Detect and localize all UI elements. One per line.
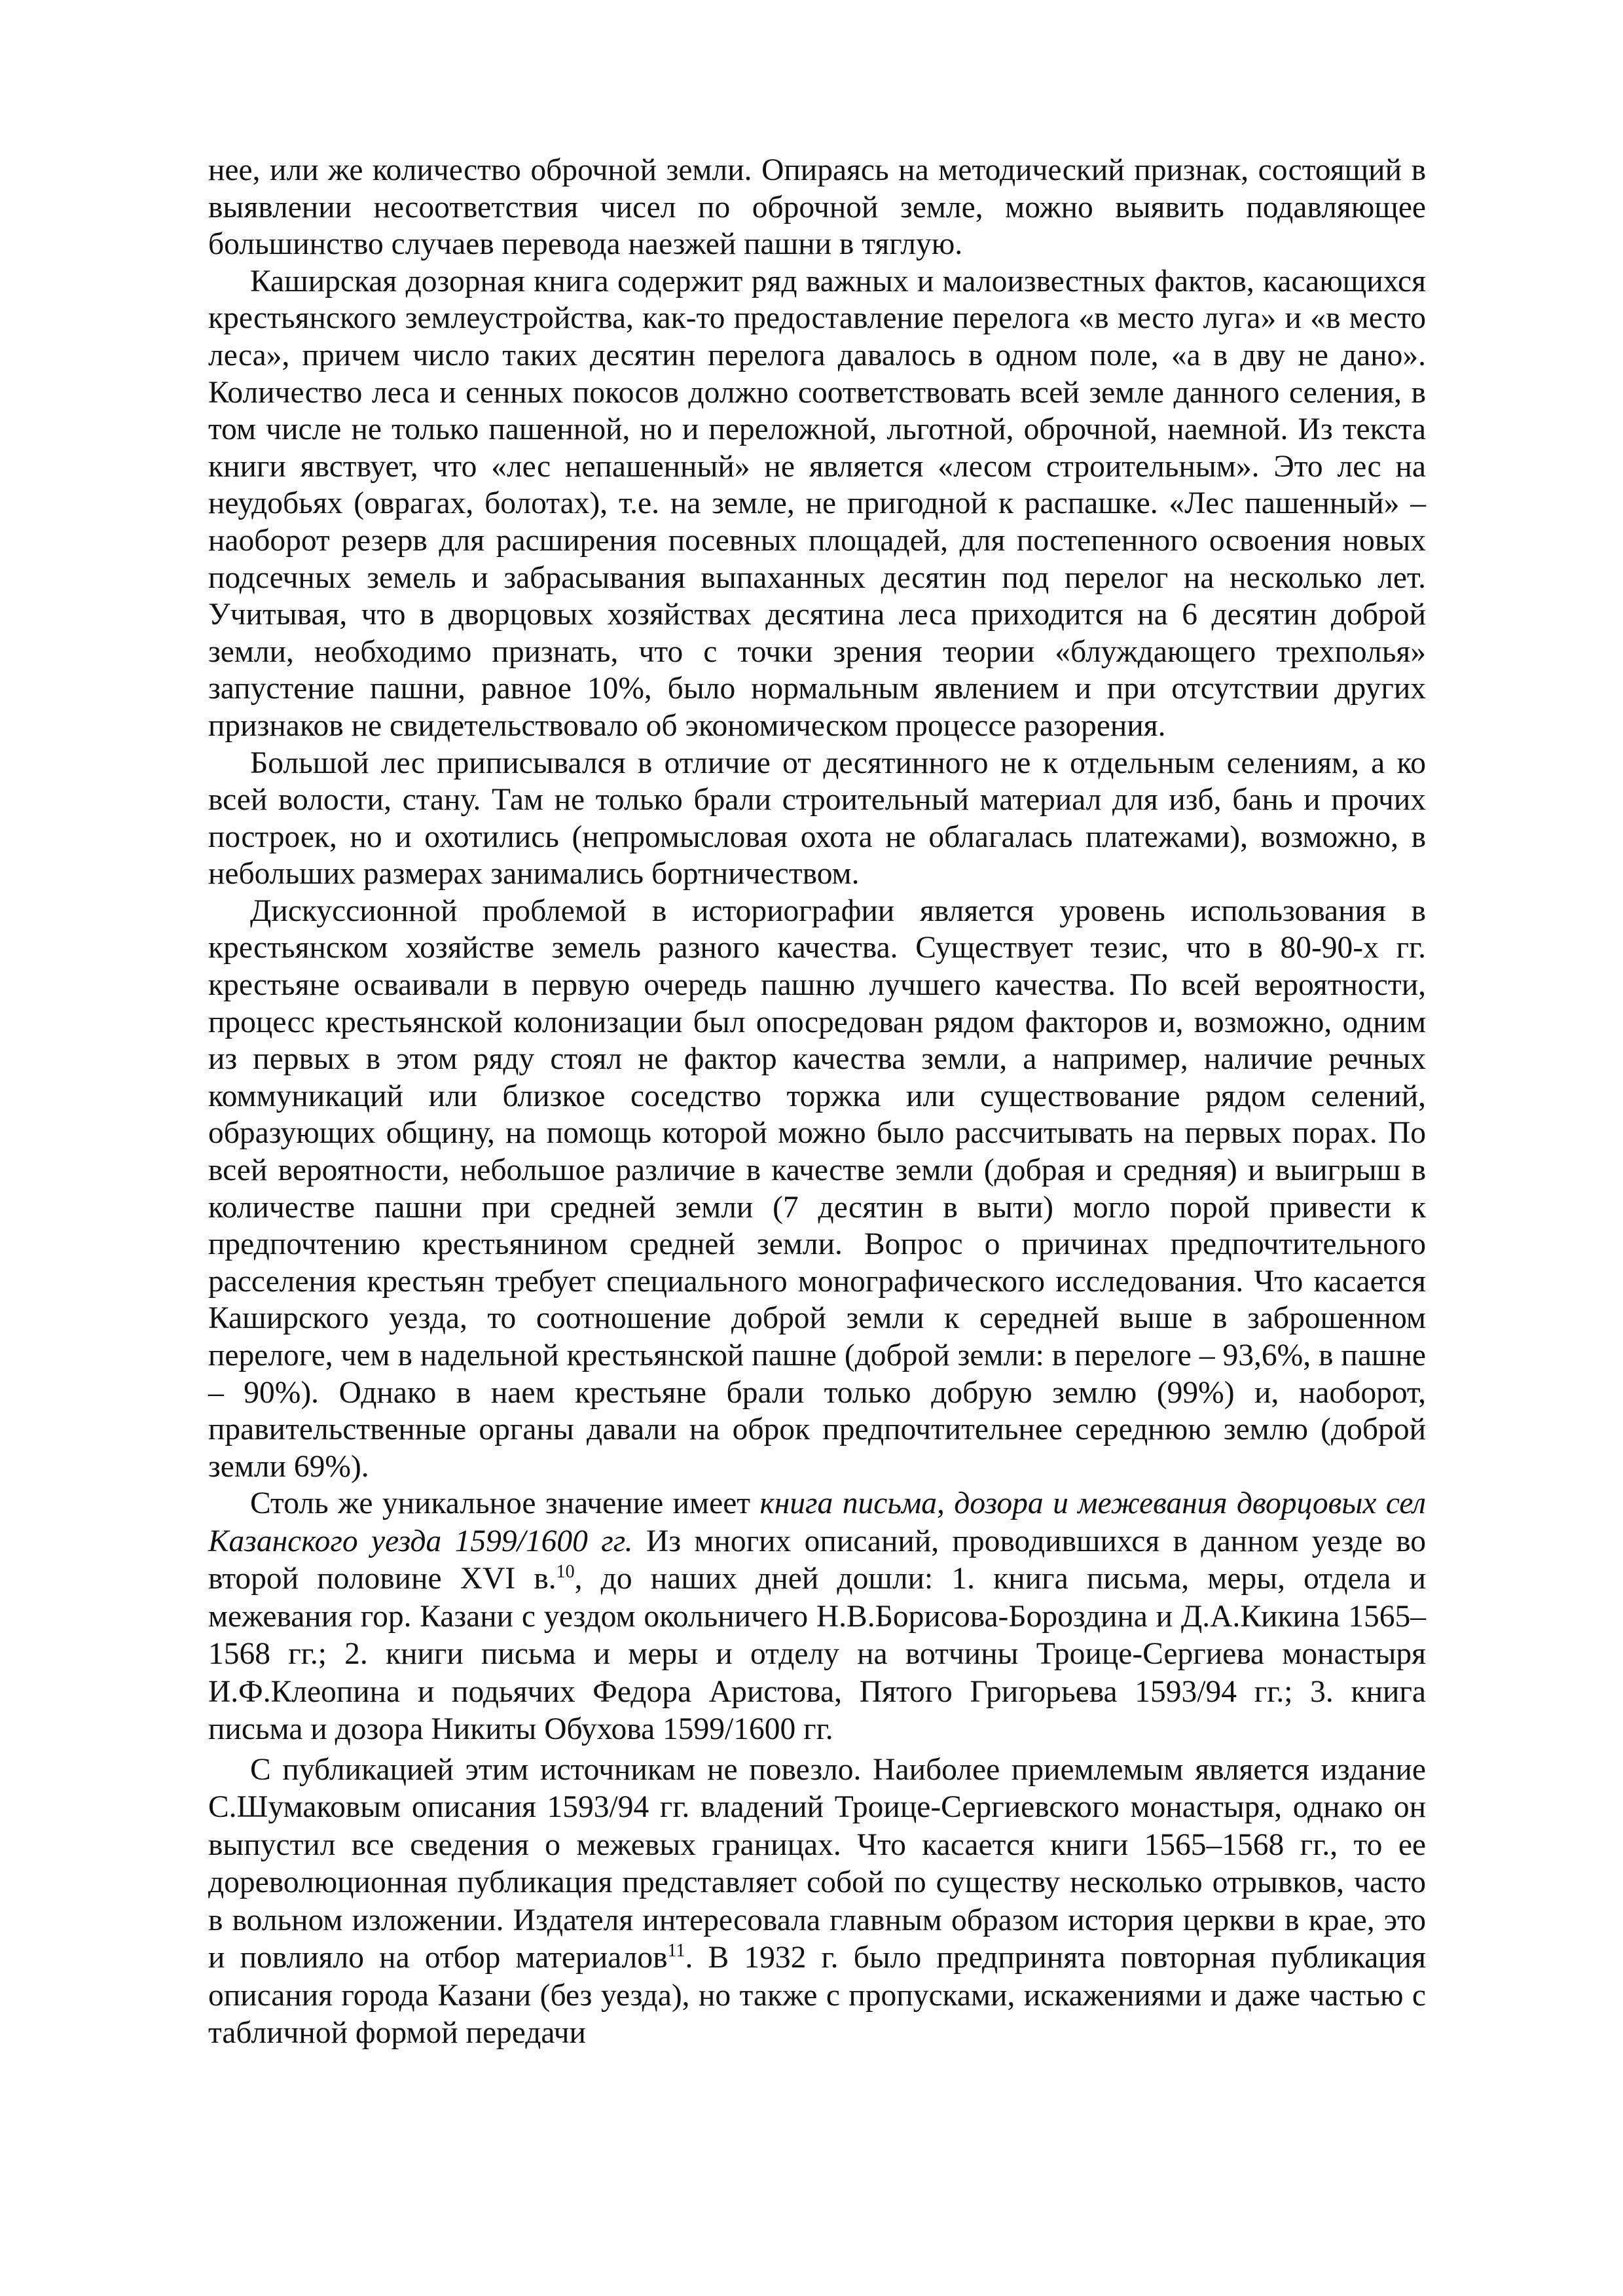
paragraph-6-rest: . В 1932 г. было предпринята повторная публикация описания города Казани (без уезда), но также с пропусками, искажениями и даже частью с табличной формой передачи [208,1941,1426,2051]
paragraph-4: Дискуссионной проблемой в историографии является уровень использования в крестьянском хозяйстве земель разного качества. Существует тезис, что в 80-90-х гг. крестьяне осваивали в первую очередь пашню лучшего качества. По всей вероятности, процесс крестьянской колонизации был опосредован рядом факторов и, возможно, одним из первых в этом ряду стоял не фактор качества земли, а например, наличие речных коммуникаций или близкое соседство торжка или существование рядом селений, образующих общину, на помощь которой можно было рассчитывать на первых порах. По всей вероятности, небольшое различие в качестве земли (добрая и средняя) и выигрыш в количестве пашни при средней земли (7 десятин в выти) могло порой привести к предпочтению крестьянином средней земли. Вопрос о причинах предпочтительного расселения крестьян требует специального монографического исследования. Что касается Каширского уезда, то соотношение доброй земли к середней выше в заброшенном перелоге, чем в надельной крестьянской пашне (доброй земли: в перелоге – 93,6%, в пашне – 90%). Однако в наем крестьяне брали только добрую землю (99%) и, наоборот, правительственные органы давали на оброк предпочтительнее середнюю землю (доброй земли 69%). [208,893,1426,1484]
paragraph-5-rest: , до наших дней дошли: 1. книга письма, меры, отдела и межевания гор. Казани с уездом окольничего Н.В.Борисова-Бороздина и Д.А.Кикина 1565–1568 гг.; 2. книги письма и меры и отделу на вотчины Троице-Сергиева монастыря И.Ф.Клеопина и подьячих Федора Аристова, Пятого Григорьева 1593/94 гг.; 3. книга письма и дозора Никиты Обухова 1599/1600 гг. [208,1562,1426,1747]
source-title-italic: книга письма, дозора и межевания дворцовых сел Казанского уезда 1599/1600 гг. [208,1486,1426,1558]
paragraph-6 [208,1751,1426,2053]
paragraph-5-intro: Столь же уникальное значение имеет [250,1486,760,1521]
footnote-ref-10[interactable]: 10 [556,1562,575,1583]
paragraph-6-intro: С публикацией этим источникам не повезло. Наиболее приемлемым является издание С.Шумаковым описания 1593/94 гг. владений Троице-Сергиевского монастыря, однако он выпустил все сведения о межевых границах. Что касается книги 1565–1568 гг., то ее дореволюционная публикация представляет собой по существу несколько отрывков, часто в вольном изложении. Издателя интересовала главным образом история церкви в крае, это и повлияло на отбор материалов [208,1752,1426,1975]
paragraph-1: нее, или же количество оброчной земли. Опираясь на методический признак, состоящий в выявлении несоответствия чисел по оброчной земле, можно выявить подавляющее большинство случаев перевода наезжей пашни в тяглую. [208,153,1426,262]
paragraph-2: Каширская дозорная книга содержит ряд важных и малоизвестных фактов, касающихся крестьянского землеустройства, как-то предоставление перелога «в место луга» и «в место леса», причем число таких десятин перелога давалось в одном поле, «а в дву не дано». Количество леса и сенных покосов должно соответствовать всей земле данного селения, в том числе не только пашенной, но и переложной, льготной, оброчной, наемной. Из текста книги явствует, что «лес непашенный» не является «лесом строительным». Это лес на неудобьях (оврагах, болотах), т.е. на земле, не пригодной к распашке. «Лес пашенный» – наоборот резерв для расширения посевных площадей, для постепенного освоения новых подсечных земель и забрасывания выпаханных десятин под перелог на несколько лет. Учитывая, что в дворцовых хозяйствах десятина леса приходится на 6 десятин доброй земли, необходимо признать, что с точки зрения теории «блуждающего трехполья» запустение пашни, равное 10%, было нормальным явлением и при отсутствии других признаков не свидетельствовало об экономическом процессе разорения. [208,264,1426,743]
document-page [208,152,1426,2053]
paragraph-5-middle: Из многих описаний, проводившихся в данном уезде во второй половине XVI в. [208,1524,1426,1596]
paragraph-3: Большой лес приписывался в отличие от десятинного не к отдельным селениям, а ко всей волости, стану. Там не только брали строительный материал для изб, бань и прочих построек, но и охотились (непромысловая охота не облагалась платежами), возможно, в небольших размерах занимались бортничеством. [208,745,1426,891]
footnote-ref-11[interactable]: 11 [667,1941,685,1962]
paragraph-5 [208,1485,1426,1749]
